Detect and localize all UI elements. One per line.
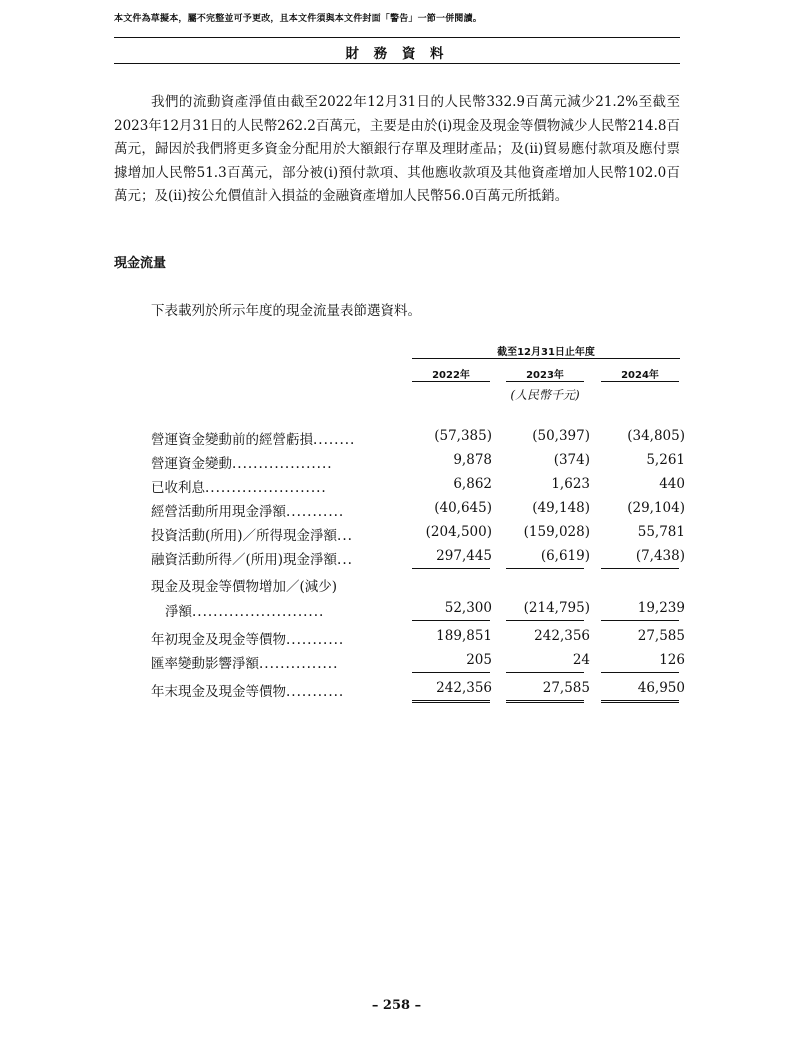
row-label-text: 營運資金變動 <box>151 456 232 472</box>
draft-warning: 本文件為草擬本，屬不完整並可予更改，且本文件須與本文件封面「警告」一節一併閱讀。 <box>114 14 483 24</box>
table-cell: 52,300 <box>444 600 492 616</box>
table-cell: (159,028) <box>523 524 590 540</box>
table-cell: 5,261 <box>646 452 685 468</box>
table-cell: 242,356 <box>534 628 590 644</box>
table-cell: 6,862 <box>453 476 492 492</box>
row-label-text: 已收利息 <box>151 480 205 496</box>
table-cell: 126 <box>659 652 685 668</box>
subtotal-rule <box>412 620 490 621</box>
table-row-label <box>151 652 393 672</box>
row-label-text: 融資活動所得／(所用)現金淨額 <box>151 552 338 568</box>
subtotal-rule <box>601 568 679 569</box>
table-cell: (40,645) <box>434 500 492 516</box>
table-cell: 242,356 <box>436 680 492 696</box>
table-cell: 19,239 <box>637 600 685 616</box>
table-row-label <box>151 452 393 472</box>
subtotal-rule <box>601 620 679 621</box>
unit-label: (人民幣千元) <box>510 388 580 402</box>
table-cell: (34,805) <box>627 428 685 444</box>
table-row-label <box>151 428 393 448</box>
table-row-label <box>151 680 393 700</box>
table-cell: (204,500) <box>425 524 492 540</box>
body-paragraph: 我們的流動資產淨值由截至2022年12月31日的人民幣332.9百萬元減少21.2%至截至2023年12月31日的人民幣262.2百萬元，主要是由於(i)現金及現金等價物減少人民幣214.8百萬元，歸因於我們將更多資金分配用於大額銀行存單及理財產品；及(ii)貿易應付款項及應付票據增加人民幣51.3百萬元，部分被(i)預付款項、其他應收款項及其他資產增加人民幣102.0百萬元；及(ii)按公允價值計入損益的金融資產增加人民幣56.0百萬元所抵銷。 <box>114 94 680 205</box>
leader-dots: ........... <box>286 684 345 700</box>
table-cell: (7,438) <box>635 548 685 564</box>
header-rule <box>114 37 680 38</box>
table-row-label <box>151 548 393 568</box>
table-cell: (50,397) <box>532 428 590 444</box>
leader-dots: ... <box>337 528 353 544</box>
table-cell: 205 <box>466 652 492 668</box>
leader-dots: ................... <box>232 456 333 472</box>
leader-dots: ....................... <box>205 480 327 496</box>
table-cell: 46,950 <box>637 680 685 696</box>
year-header-2024: 2024年 <box>621 370 659 381</box>
year-header-2023: 2023年 <box>526 370 564 381</box>
table-cell: 1,623 <box>551 476 590 492</box>
page-number: – 258 – <box>371 998 422 1013</box>
year-rule <box>601 381 679 382</box>
table-cell: 9,878 <box>453 452 492 468</box>
subtotal-rule <box>412 672 490 673</box>
table-row-label <box>151 476 393 496</box>
year-rule <box>506 381 584 382</box>
row-label-text: 年初現金及現金等價物 <box>151 632 286 648</box>
row-label-text: 現金及現金等價物增加／(減少) <box>151 579 338 595</box>
total-double-rule <box>601 700 679 703</box>
row-label-text: 經營活動所用現金淨額 <box>151 504 286 520</box>
subtotal-rule <box>506 672 584 673</box>
table-cell: (29,104) <box>627 500 685 516</box>
table-cell: (6,619) <box>540 548 590 564</box>
leader-dots: ......................... <box>192 604 325 620</box>
row-label-text: 投資活動(所用)／所得現金淨額 <box>151 528 338 544</box>
table-cell: 189,851 <box>436 628 492 644</box>
table-cell: (374) <box>553 452 590 468</box>
table-cell: 27,585 <box>542 680 590 696</box>
title-rule <box>114 63 680 64</box>
row-label-text: 淨額 <box>165 604 192 620</box>
table-cell: 24 <box>572 652 590 668</box>
leader-dots: ............... <box>259 656 339 672</box>
subtotal-rule <box>506 568 584 569</box>
table-cell: (57,385) <box>434 428 492 444</box>
leader-dots: ........... <box>286 504 345 520</box>
table-cell: 55,781 <box>637 524 685 540</box>
table-row-label <box>151 500 393 520</box>
subtotal-rule <box>506 620 584 621</box>
table-intro: 下表載列於所示年度的現金流量表節選資料。 <box>151 303 421 319</box>
section-title: 財 務 資 料 <box>345 46 449 62</box>
year-header-2022: 2022年 <box>432 370 470 381</box>
row-label-text: 匯率變動影響淨額 <box>151 656 259 672</box>
table-cell: 297,445 <box>436 548 492 564</box>
table-cell: (49,148) <box>532 500 590 516</box>
year-group-rule <box>412 358 680 359</box>
table-cell: 440 <box>659 476 685 492</box>
leader-dots: ........ <box>313 432 356 448</box>
table-cell: 27,585 <box>637 628 685 644</box>
total-double-rule <box>506 700 584 703</box>
table-row-label <box>151 628 393 648</box>
table-row-label <box>151 524 393 544</box>
table-row-label <box>165 600 393 620</box>
leader-dots: ... <box>337 552 353 568</box>
leader-dots: ........... <box>286 632 345 648</box>
table-cell: (214,795) <box>523 600 590 616</box>
table-row-label <box>151 575 393 595</box>
subtotal-rule <box>601 672 679 673</box>
row-label-text: 營運資金變動前的經營虧損 <box>151 432 313 448</box>
year-rule <box>412 381 490 382</box>
year-group-header: 截至12月31日止年度 <box>497 347 595 358</box>
cashflow-heading: 現金流量 <box>114 256 167 271</box>
subtotal-rule <box>412 568 490 569</box>
row-label-text: 年末現金及現金等價物 <box>151 684 286 700</box>
total-double-rule <box>412 700 490 703</box>
